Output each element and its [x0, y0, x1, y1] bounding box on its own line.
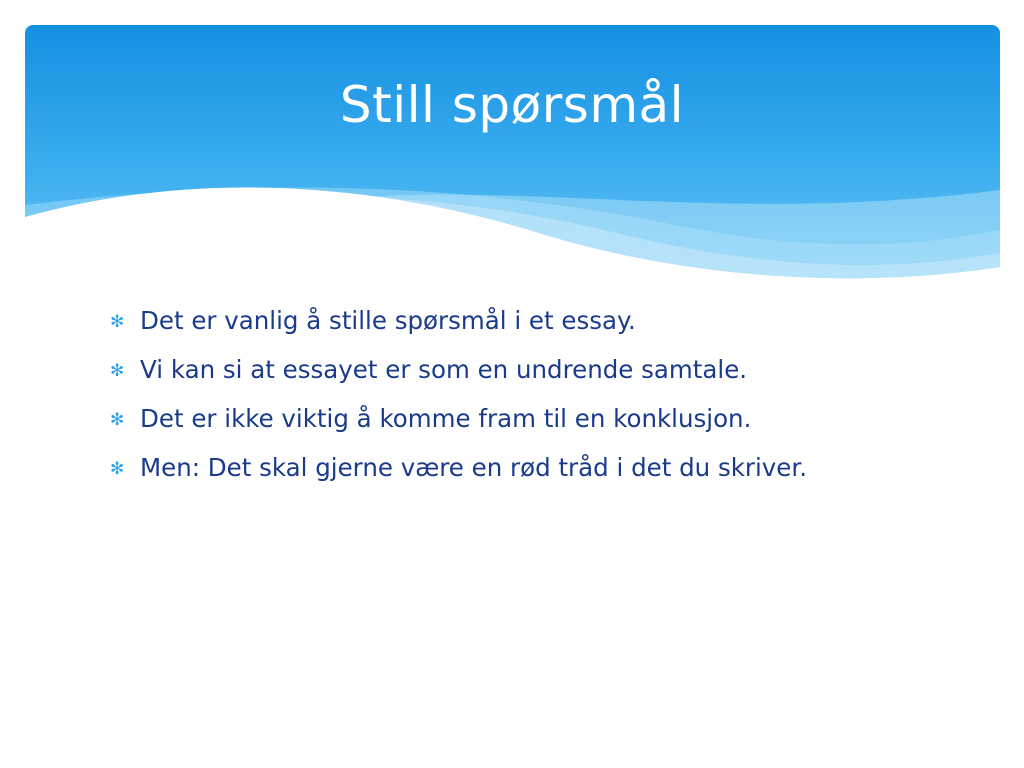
asterisk-bullet-icon: ✻	[110, 410, 125, 430]
slide-title: Still spørsmål	[339, 76, 685, 134]
asterisk-bullet-icon: ✻	[110, 312, 125, 332]
bullet-text: Men: Det skal gjerne være en rød tråd i det du skriver.	[140, 453, 807, 482]
wave-decoration	[25, 25, 1000, 290]
bullet-item	[110, 453, 970, 502]
bullet-text: Vi kan si at essayet er som en undrende samtale.	[140, 355, 748, 384]
asterisk-bullet-icon: ✻	[110, 459, 125, 479]
bullet-text: Det er ikke viktig å komme fram til en konklusjon.	[140, 404, 752, 433]
bullet-item	[110, 355, 970, 404]
asterisk-bullet-icon: ✻	[110, 361, 125, 381]
bullet-list	[110, 306, 970, 502]
header-banner	[25, 25, 1000, 290]
bullet-item	[110, 306, 970, 355]
bullet-text: Det er vanlig å stille spørsmål i et essay.	[140, 306, 636, 335]
bullet-item	[110, 404, 970, 453]
